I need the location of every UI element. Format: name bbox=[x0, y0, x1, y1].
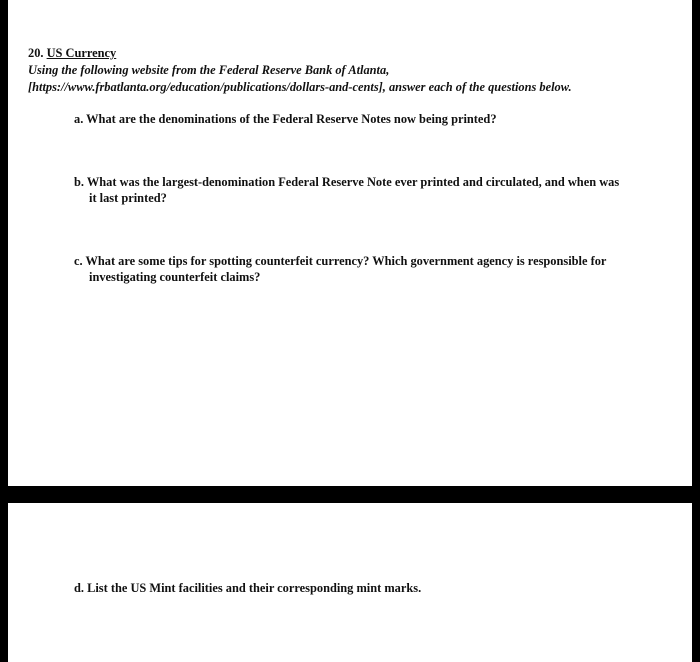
question-c-text-line2: investigating counterfeit claims? bbox=[89, 270, 261, 284]
question-c bbox=[74, 253, 606, 285]
question-d bbox=[74, 580, 421, 596]
intro-line-1: Using the following website from the Federal Reserve Bank of Atlanta, bbox=[28, 63, 390, 77]
worksheet-page-bottom bbox=[8, 503, 692, 662]
question-a bbox=[74, 111, 497, 127]
question-b-text-line1: b. What was the largest-denomination Federal Reserve Note ever printed and circulated, and when was bbox=[74, 175, 620, 189]
intro-line-2: [https://www.frbatlanta.org/education/publications/dollars-and-cents], answer each of the questions below. bbox=[28, 80, 572, 94]
question-d-text: d. List the US Mint facilities and their corresponding mint marks. bbox=[74, 581, 422, 595]
question-a-text: a. What are the denominations of the Federal Reserve Notes now being printed? bbox=[74, 112, 497, 126]
section-title: US Currency bbox=[46, 46, 117, 60]
section-number: 20. bbox=[28, 46, 44, 60]
worksheet-page-top bbox=[8, 0, 692, 486]
question-b bbox=[74, 174, 619, 206]
question-c-text-line1: c. What are some tips for spotting counterfeit currency? Which government agency is responsible for bbox=[74, 254, 607, 268]
question-b-text-line2: it last printed? bbox=[89, 191, 167, 205]
section-heading bbox=[28, 46, 116, 61]
